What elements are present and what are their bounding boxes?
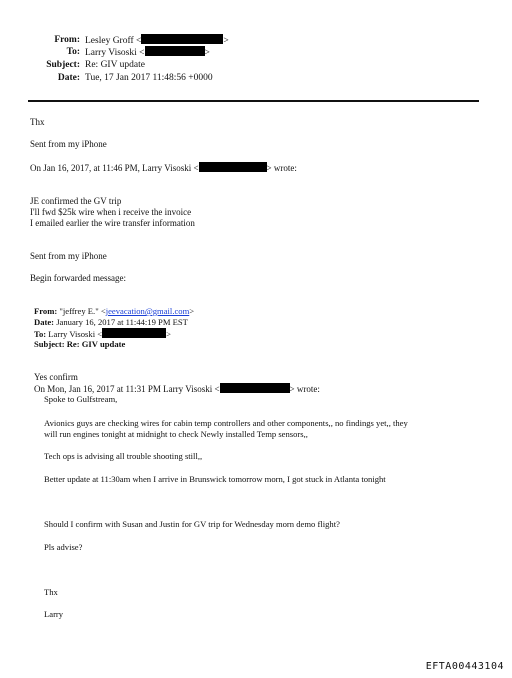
header-from-label: From: [54, 35, 80, 45]
reply-avionics-line-1: Avionics guys are checking wires for cabin temp controllers and other components,, no findings yet,, they [44, 418, 408, 428]
reply-avionics-line-2: will run engines tonight at midnight to check Newly installed Temp sensors,, [44, 429, 308, 439]
body-begin-forwarded: Begin forwarded message: [30, 273, 126, 283]
body-sent-from-iphone-2: Sent from my iPhone [30, 251, 107, 261]
header-date-value: Tue, 17 Jan 2017 11:48:56 +0000 [85, 73, 213, 83]
bates-number: EFTA00443104 [425, 661, 504, 672]
reply-pls-advise-line: Pls advise? [44, 542, 83, 552]
redaction-box [145, 46, 205, 56]
reply-spoke-line: Spoke to Gulfstream, [44, 394, 118, 404]
fwd-from-row: From: "jeffrey E." <jeevacation@gmail.com> [34, 306, 195, 316]
reply-techops-line: Tech ops is advising all trouble shooting still,, [44, 451, 203, 461]
reply-yes-confirm: Yes confirm [34, 372, 78, 382]
body-thx: Thx [30, 117, 45, 127]
body-on-wrote-line: On Jan 16, 2017, at 11:46 PM, Larry Visoski < > wrote: [30, 163, 297, 173]
header-divider [28, 100, 479, 102]
fwd-subject-row: Subject: Re: GIV update [34, 339, 126, 349]
header-to-label: To: [66, 47, 80, 57]
redaction-box [220, 383, 290, 393]
header-from-value: Lesley Groff < > [85, 36, 229, 46]
redaction-box [199, 162, 267, 172]
header-to-value: Larry Visoski < > [85, 48, 210, 58]
header-subject-label: Subject: [46, 60, 80, 70]
reply-better-update-line: Better update at 11:30am when I arrive in Brunswick tomorrow morn, I got stuck in Atlanta tonight [44, 474, 386, 484]
redaction-box [102, 328, 166, 338]
fwd-date-row: Date: January 16, 2017 at 11:44:19 PM EST [34, 317, 188, 327]
body-sent-from-iphone: Sent from my iPhone [30, 139, 107, 149]
reply-signature-larry: Larry [44, 609, 64, 619]
quoted-line-2: I'll fwd $25k wire when i receive the invoice [30, 207, 192, 217]
reply-should-confirm-line: Should I confirm with Susan and Justin for GV trip for Wednesday morn demo flight? [44, 519, 340, 529]
quoted-line-3: I emailed earlier the wire transfer information [30, 218, 195, 228]
header-date-label: Date: [57, 73, 80, 83]
reply-thx-line: Thx [44, 587, 58, 597]
quoted-line-1: JE confirmed the GV trip [30, 196, 122, 206]
fwd-from-email-link[interactable]: jeevacation@gmail.com [105, 306, 190, 316]
header-subject-value: Re: GIV update [85, 60, 145, 70]
fwd-to-row: To: Larry Visoski < > [34, 329, 171, 339]
reply-on-wrote-line: On Mon, Jan 16, 2017 at 11:31 PM Larry Visoski < > wrote: [34, 384, 320, 394]
redaction-box [141, 34, 223, 44]
